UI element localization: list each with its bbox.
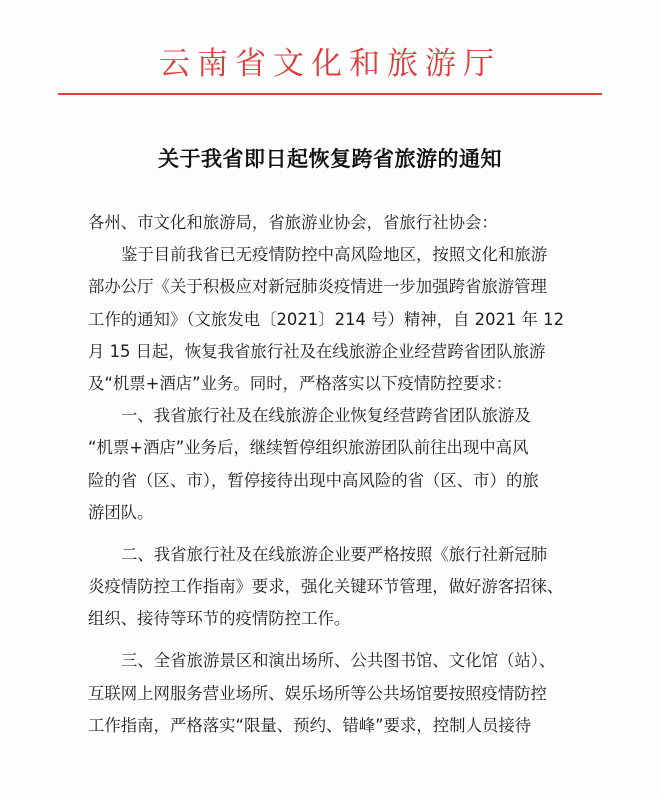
- paragraph-line: 炎疫情防控工作指南》要求，强化关键环节管理，做好游客招徕、: [88, 577, 564, 597]
- document-title: 关于我省即日起恢复跨省旅游的通知: [158, 146, 502, 171]
- header-red-rule: [58, 93, 602, 95]
- paragraph-line: 险的省（区、市），暂停接待出现中高风险的省（区、市）的旅: [88, 470, 539, 490]
- paragraph-line: 月 15 日起，恢复我省旅行社及在线旅游企业经营跨省团队旅游: [88, 341, 546, 361]
- paragraph-line: 部办公厅《关于积极应对新冠肺炎疫情进一步加强跨省旅游管理: [88, 277, 547, 297]
- document-body: [88, 207, 588, 742]
- paragraph-line: 二、我省旅行社及在线旅游企业要严格按照《旅行社新冠肺: [121, 544, 548, 564]
- paragraph-spacer: [88, 635, 588, 645]
- salutation: 各州、市文化和旅游局，省旅游业协会，省旅行社协会：: [88, 213, 498, 232]
- paragraph: [88, 400, 588, 529]
- paragraph-line: 工作的通知》（文旅发电〔2021〕214 号）精神，自 2021 年 12: [88, 309, 565, 329]
- organization-header: 云南省文化和旅游厅: [159, 46, 501, 82]
- paragraph-line: 三、全省旅游景区和演出场所、公共图书馆、文化馆（站）、: [121, 651, 556, 671]
- paragraph-line: 及“机票+酒店”业务。同时，严格落实以下疫情防控要求：: [88, 373, 513, 393]
- paragraph-line: 互联网上网服务营业场所、娱乐场所等公共场馆要按照疫情防控: [88, 683, 547, 703]
- paragraph-line: 组织、接待等环节的疫情防控工作。: [88, 609, 351, 629]
- paragraph-spacer: [88, 529, 588, 539]
- paragraph: [88, 645, 588, 742]
- paragraph-line: 游团队。: [88, 502, 154, 522]
- paragraph-line: “机票+酒店”业务后，继续暂停组织旅游团队前往出现中高风: [88, 438, 529, 458]
- paragraph: [88, 539, 588, 636]
- paragraph-line: 一、我省旅行社及在线旅游企业恢复经营跨省团队旅游及: [121, 406, 531, 426]
- paragraph-line: 工作指南，严格落实“限量、预约、错峰”要求，控制人员接待: [88, 715, 532, 735]
- paragraph-line: 鉴于目前我省已无疫情防控中高风险地区，按照文化和旅游: [121, 245, 548, 265]
- paragraph: [88, 239, 588, 400]
